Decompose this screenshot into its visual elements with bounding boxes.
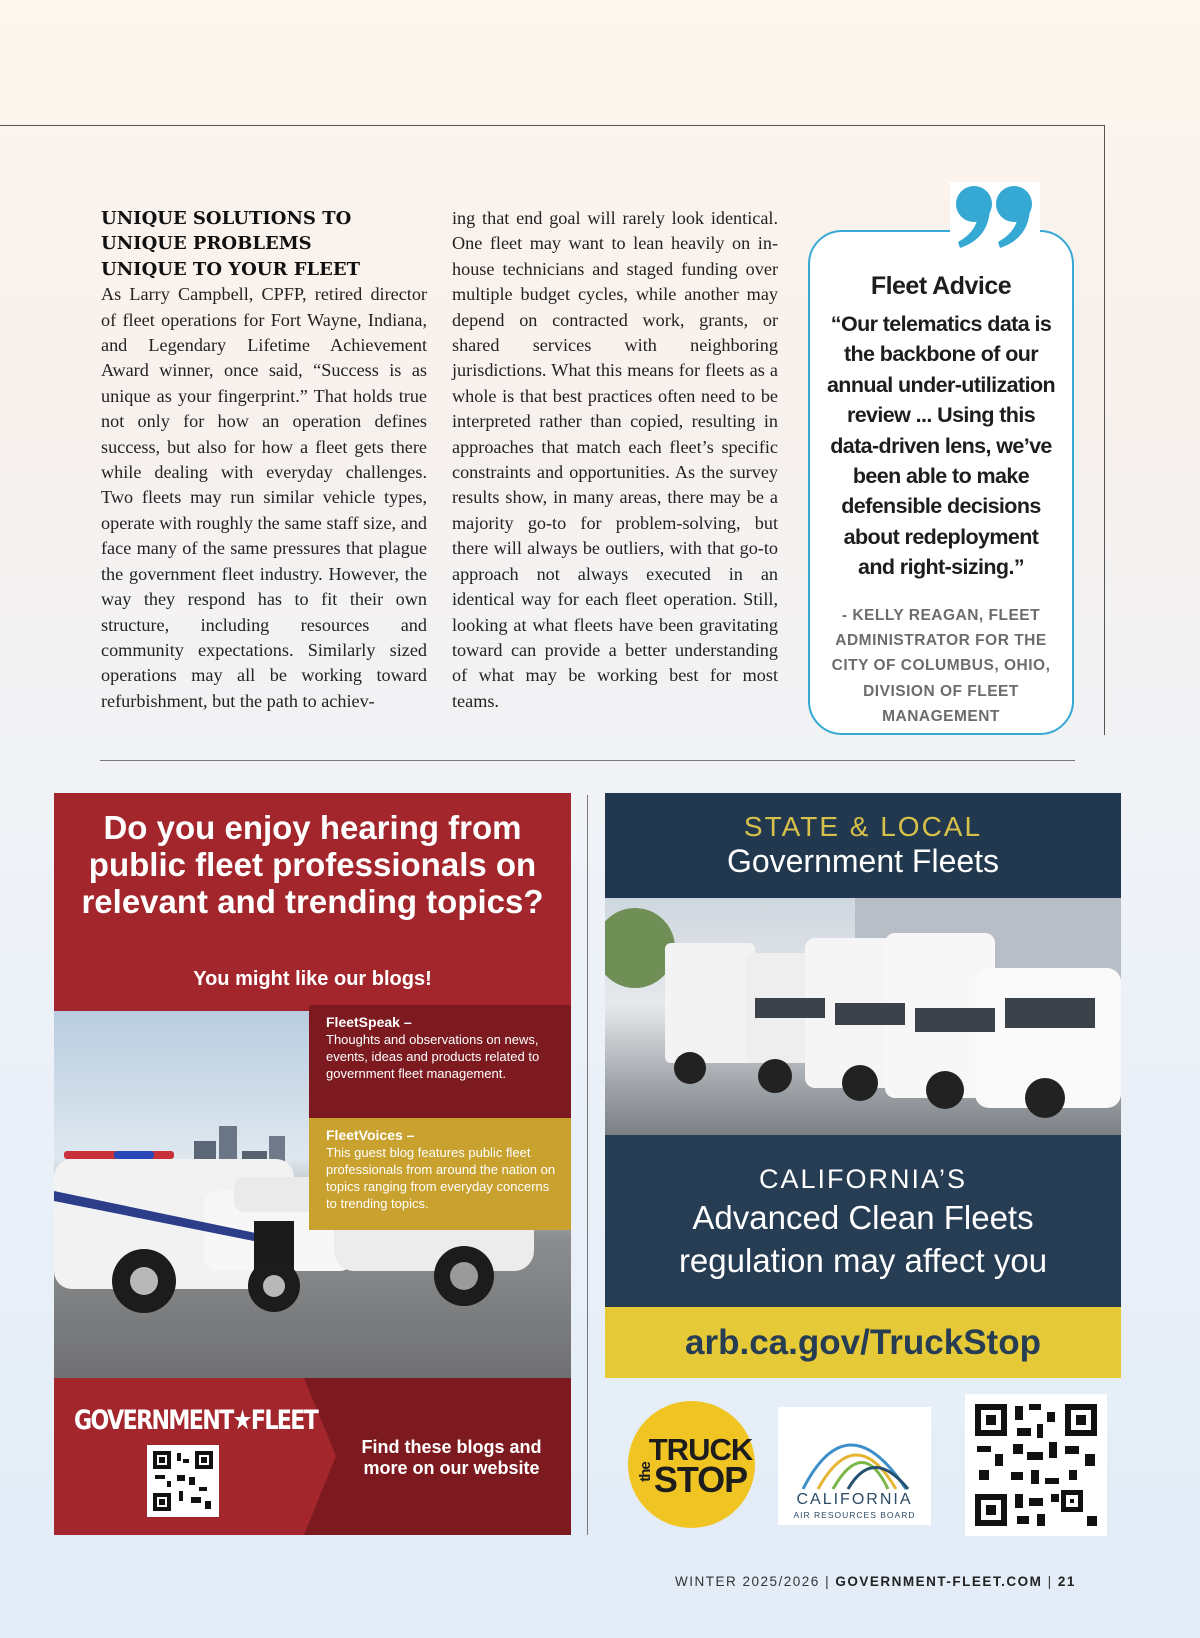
blog-ad-cta[interactable]: Find these blogs and more on our website — [361, 1437, 542, 1478]
blog-ad-headline: Do you enjoy hearing from public fleet professionals on relevant and trending topics? — [81, 809, 544, 920]
truckstop-the: the — [636, 1462, 654, 1482]
fleetvoices-text-block — [326, 1127, 556, 1212]
carb-ad-message — [605, 1135, 1121, 1307]
truckstop-stop: STOP — [653, 1459, 748, 1500]
carb-logo — [778, 1407, 931, 1525]
government-fleet-logo: GOVERNMENT★FLEET — [74, 1405, 318, 1436]
quote-attribution: - KELLY REAGAN, FLEET ADMINISTRATOR FOR THE CITY OF COLUMBUS, OHIO, DIVISION OF FLEET MANAGEMENT — [831, 606, 1051, 726]
section-heading — [101, 206, 427, 282]
fleetspeak-description: Thoughts and observations on news, events, ideas and products related to government fleet management. — [326, 1032, 540, 1081]
carb-ad-state-local: STATE & LOCAL — [743, 811, 983, 842]
frame-top-rule — [0, 125, 1105, 126]
footer-site: GOVERNMENT-FLEET.COM — [835, 1574, 1043, 1589]
quote-marks-icon — [950, 182, 1040, 262]
footer-sep: | — [1047, 1574, 1058, 1589]
blog-ad-subhead: You might like our blogs! — [193, 968, 432, 990]
fleetvoices-description: This guest blog features public fleet professionals from around the nation on topics ranging from everyday concerns to trending topics. — [326, 1145, 556, 1211]
footer-issue: WINTER 2025/2026 — [675, 1574, 820, 1589]
quote-title: Fleet Advice — [870, 272, 1012, 300]
carb-ad-acf: Advanced Clean Fleets — [692, 1199, 1034, 1236]
frame-right-rule — [1104, 125, 1105, 735]
carb-ad-regulation: regulation may affect you — [678, 1242, 1048, 1279]
article-paragraph-2: ing that end goal will rarely look identical. One fleet may want to lean heavily on in-house technicians and staged funding over multiple budget cycles, while another may depend on contracted work, grants, or shared services with neighboring jurisdictions. What this means for fleets as a whole is that best practices often need to be interpreted rather than copied, resulting in approaches that match each fleet’s specific constraints and opportunities. As the survey results show, in many areas, there may be a majority go-to for problem-solving, but there will always be outliers, with that go-to approach not always executed in an identical way for each fleet operation. Still, looking at what fleets have been gravitating toward can provide a better understanding of what may be working best for most teams. — [452, 208, 778, 711]
ad-separator — [587, 795, 588, 1535]
carb-subname: AIR RESOURCES BOARD — [793, 1510, 916, 1520]
heading-line: UNIQUE TO YOUR FLEET — [101, 258, 360, 280]
carb-ad-header — [605, 793, 1121, 898]
fleetspeak-title: FleetSpeak – — [326, 1014, 412, 1030]
fleetvoices-title: FleetVoices – — [326, 1127, 415, 1143]
section-divider — [100, 760, 1075, 761]
carb-arcs-icon — [778, 1411, 931, 1491]
heading-line: UNIQUE SOLUTIONS TO — [101, 208, 352, 229]
quote-text: “Our telematics data is the backbone of our annual under-utilization review ... Using this data-driven lens, we’ve been able to make defensible decisions about redeployment and right-sizing.” — [826, 312, 1056, 580]
carb-qr-code-icon[interactable] — [965, 1394, 1107, 1536]
truckstop-url-link[interactable]: arb.ca.gov/TruckStop — [605, 1307, 1121, 1378]
fleetspeak-text-block — [326, 1014, 556, 1082]
footer-page-number: 21 — [1057, 1574, 1076, 1589]
carb-ad-californias: CALIFORNIA’S — [758, 1164, 968, 1194]
truckstop-logo-text — [628, 1432, 755, 1500]
article-column-2 — [452, 206, 778, 714]
footer-sep: | — [825, 1574, 836, 1589]
white-vans-photo — [605, 898, 1121, 1135]
truckstop-truck: TRUCK — [648, 1432, 753, 1467]
carb-name: CALIFORNIA — [796, 1491, 913, 1508]
heading-line: UNIQUE PROBLEMS — [101, 233, 312, 255]
carb-ad-gov-fleets: Government Fleets — [726, 843, 1000, 879]
article-column-1 — [101, 206, 427, 714]
blog-qr-code-icon[interactable] — [147, 1445, 219, 1517]
page-footer — [675, 1574, 1076, 1589]
carb-ad[interactable] — [605, 793, 1121, 1535]
article-paragraph-1: As Larry Campbell, CPFP, retired director of fleet operations for Fort Wayne, Indiana, and Legendary Lifetime Achievement Award winner, once said, “Success is as unique as your fingerprint.” That holds true not only for how an operation defines success, but also for how a fleet gets there while dealing with everyday challenges. Two fleets may run similar vehicle types, operate with roughly the same staff size, and face many of the same pressures that plague the government fleet industry. However, the way they respond has to fit their own structure, including resources and community expectations. Similarly sized operations may all be working toward refurbishment, but the path to achiev- — [101, 284, 427, 711]
blog-ad[interactable] — [54, 793, 571, 1535]
pull-quote-box — [808, 230, 1074, 735]
